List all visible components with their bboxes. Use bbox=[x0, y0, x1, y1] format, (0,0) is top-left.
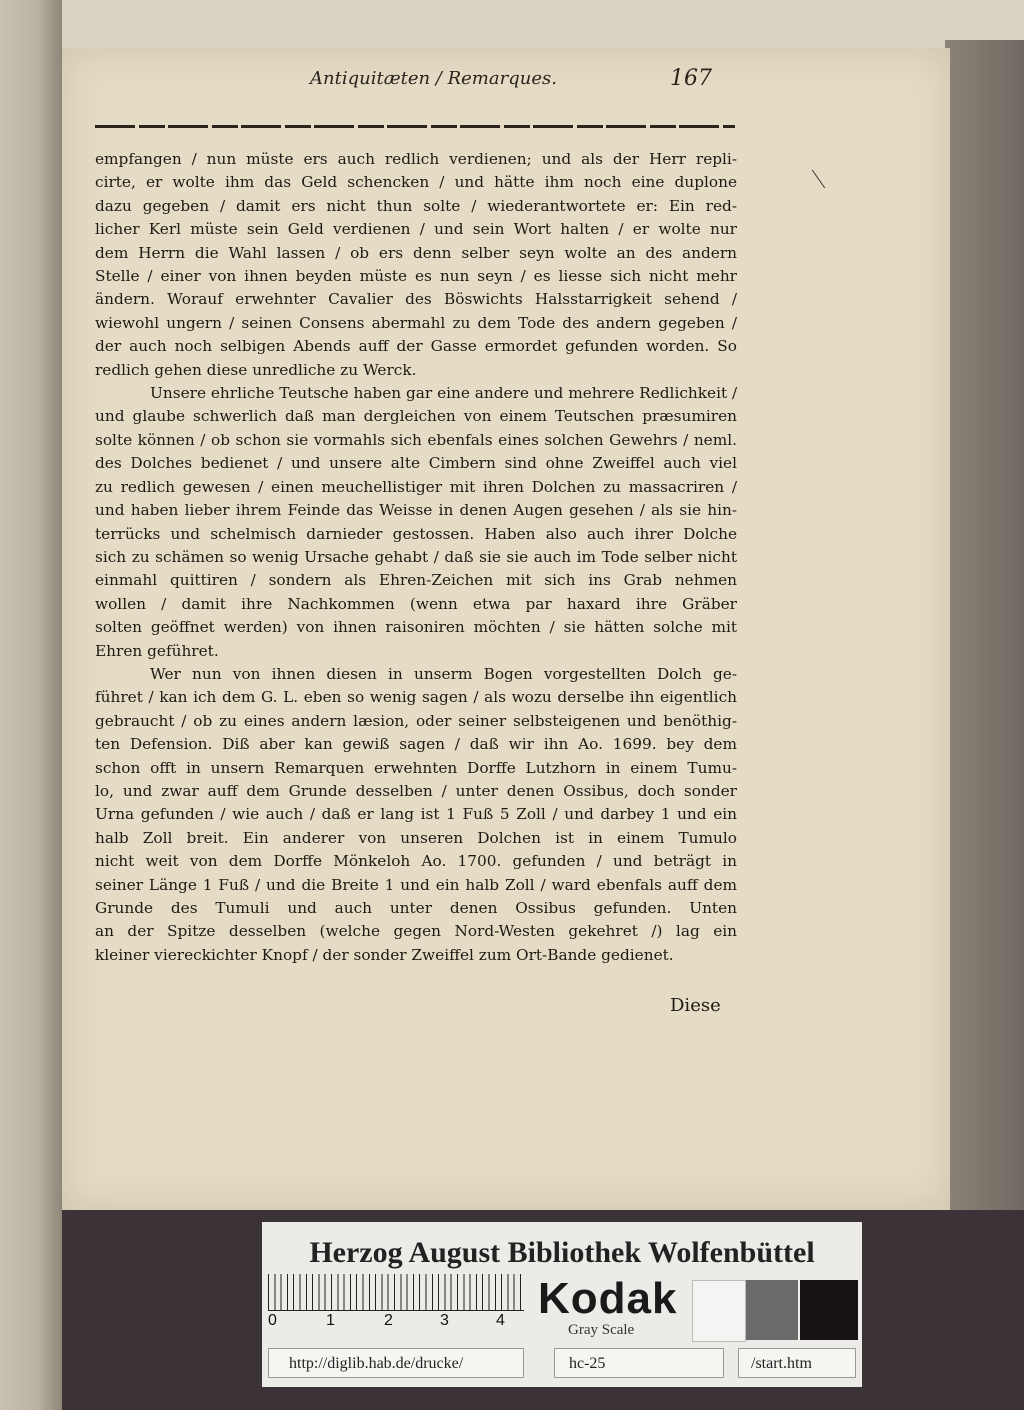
text-line: licher Kerl müste sein Geld verdienen / und sein Wort halten / er wolte nur bbox=[95, 220, 737, 239]
text-line: wiewohl ungern / seinen Consens abermahl zu dem Tode des andern gegeben / bbox=[95, 313, 737, 332]
text-line: solte können / ob schon sie vormahls sich ebenfals eines solchen Gewehrs / neml. bbox=[95, 430, 737, 449]
text-line: Grunde des Tumuli und auch unter denen Ossibus gefunden. Unten bbox=[95, 899, 737, 917]
header-rule bbox=[95, 125, 735, 128]
ruler-numbers bbox=[268, 1312, 528, 1332]
text-line: zu redlich gewesen / einen meuchellistiger mit ihren Dolchen zu massacriren / bbox=[95, 477, 737, 496]
text-line: halb Zoll breit. Ein anderer von unseren Dolchen ist in einem Tumulo bbox=[95, 828, 737, 847]
ruler-number: 0 bbox=[268, 1312, 277, 1329]
text-line: ändern. Worauf erwehnter Cavalier des Böswichts Halsstarrigkeit sehend / bbox=[95, 290, 737, 309]
text-line: gebraucht / ob zu eines andern læsion, oder seiner selbsteigenen und benöthig- bbox=[95, 711, 737, 730]
ruler-number: 3 bbox=[440, 1312, 449, 1329]
text-line: cirte, er wolte ihm das Geld schencken / und hätte ihm noch eine duplone bbox=[95, 173, 737, 192]
kodak-logo: Kodak bbox=[538, 1274, 678, 1323]
text-line: nicht weit von dem Dorffe Mönkeloh Ao. 1700. gefunden / und beträgt in bbox=[95, 852, 737, 871]
scan-background-right bbox=[945, 40, 1024, 1210]
text-line: redlich gehen diese unredliche zu Werck. bbox=[95, 360, 417, 379]
text-line: führet / kan ich dem G. L. eben so wenig sagen / als wozu derselbe ihn eigentlich bbox=[95, 688, 737, 707]
ruler-number: 1 bbox=[326, 1312, 335, 1329]
running-head: Antiquitæten / Remarques. bbox=[310, 68, 557, 89]
start-field: /start.htm bbox=[738, 1348, 856, 1378]
ruler-number: 4 bbox=[496, 1312, 505, 1329]
text-line: dazu gegeben / damit ers nicht thun solte / wiederantwortete er: Ein red- bbox=[95, 196, 737, 215]
page-number: 167 bbox=[670, 66, 712, 91]
gray-scale-label: Gray Scale bbox=[568, 1322, 635, 1338]
page-header bbox=[250, 64, 750, 94]
color-checker-card bbox=[262, 1222, 862, 1387]
text-line: schon offt in unsern Remarquen erwehnten Dorffe Lutzhorn in einem Tumu- bbox=[95, 758, 737, 777]
text-line: Wer nun von ihnen diesen in unserm Bogen vorgestellten Dolch ge- bbox=[150, 664, 737, 683]
text-line: dem Herrn die Wahl lassen / ob ers denn selber seyn wolte an des andern bbox=[95, 243, 737, 262]
text-line: kleiner viereckichter Knopf / der sonder Zweiffel zum Ort-Bande gedienet. bbox=[95, 945, 674, 964]
ruler-number: 2 bbox=[384, 1312, 393, 1329]
text-line: der auch noch selbigen Abends auff der Gasse ermordet gefunden worden. So bbox=[95, 337, 737, 356]
text-line: Stelle / einer von ihnen beyden müste es nun seyn / es liesse sich nicht mehr bbox=[95, 267, 737, 286]
text-line: seiner Länge 1 Fuß / und die Breite 1 und ein halb Zoll / ward ebenfals auff dem bbox=[95, 875, 737, 894]
library-name: Herzog August Bibliothek Wolfenbüttel bbox=[309, 1236, 815, 1269]
black-swatch bbox=[800, 1280, 858, 1340]
gray-swatch bbox=[746, 1280, 798, 1340]
text-line: lo, und zwar auff dem Grunde desselben / unter denen Ossibus, doch sonder bbox=[95, 781, 737, 800]
text-line: des Dolches bedienet / und unsere alte Cimbern sind ohne Zweiffel auch viel bbox=[95, 454, 737, 473]
text-line: Ehren geführet. bbox=[95, 641, 219, 660]
text-line: Urna gefunden / wie auch / daß er lang ist 1 Fuß 5 Zoll / und darbey 1 und ein bbox=[95, 805, 737, 824]
shelfmark-field: hc-25 bbox=[554, 1348, 724, 1378]
scale-ruler bbox=[268, 1274, 524, 1311]
text-line: sich zu schämen so wenig Ursache gehabt / daß sie sie auch im Tode selber nicht bbox=[95, 547, 737, 566]
text-line: Unsere ehrliche Teutsche haben gar eine andere und mehrere Redlichkeit / bbox=[150, 384, 737, 403]
catchword: Diese bbox=[670, 995, 721, 1016]
white-swatch bbox=[692, 1280, 746, 1342]
text-line: und haben lieber ihrem Feinde das Weisse in denen Augen gesehen / als sie hin- bbox=[95, 501, 737, 520]
text-line: einmahl quittiren / sondern als Ehren-Zeichen mit sich ins Grab nehmen bbox=[95, 571, 737, 590]
text-line: terrücks und schelmisch darnieder gestossen. Haben also auch ihrer Dolche bbox=[95, 524, 737, 543]
url-field: http://diglib.hab.de/drucke/ bbox=[268, 1348, 524, 1378]
text-line: und glaube schwerlich daß man dergleichen von einem Teutschen præsumiren bbox=[95, 407, 737, 426]
text-line: solten geöffnet werden) von ihnen raisoniren möchten / sie hätten solche mit bbox=[95, 618, 737, 637]
text-line: ten Defension. Diß aber kan gewiß sagen / daß wir ihn Ao. 1699. bey dem bbox=[95, 735, 737, 754]
text-line: wollen / damit ihre Nachkommen (wenn etwa par haxard ihre Gräber bbox=[95, 594, 737, 613]
text-line: empfangen / nun müste ers auch redlich verdienen; und als der Herr repli- bbox=[95, 150, 737, 168]
adjacent-page-edge bbox=[0, 0, 62, 1410]
body-text bbox=[95, 148, 737, 967]
text-line: an der Spitze desselben (welche gegen Nord-Westen gekehret /) lag ein bbox=[95, 922, 737, 941]
